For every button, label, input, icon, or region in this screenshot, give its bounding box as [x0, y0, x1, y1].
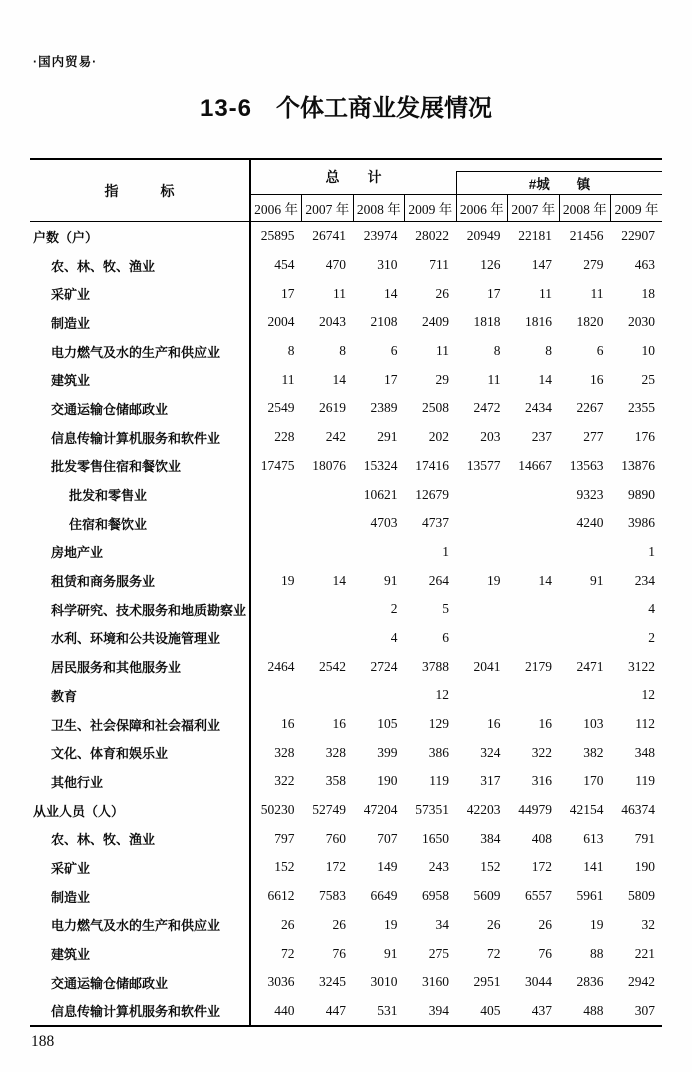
cell-value: 203 — [480, 429, 501, 445]
cell-value: 3245 — [319, 974, 346, 990]
cell-value: 2267 — [576, 400, 604, 416]
cell-value: 310 — [377, 257, 398, 273]
cell-value: 32 — [641, 916, 656, 932]
cell-value: 613 — [583, 830, 604, 846]
cell-value: 147 — [531, 257, 552, 273]
cell-value: 4703 — [370, 515, 398, 531]
cell-value: 307 — [611, 997, 663, 1027]
cell-value: 22181 — [518, 228, 552, 244]
cell-value: 103 — [583, 716, 604, 732]
cell-value: 2108 — [370, 314, 398, 330]
cell-value — [353, 681, 405, 710]
section-label: ·国内贸易· — [33, 55, 98, 69]
cell-value: 399 — [377, 744, 398, 760]
year-column-header: 2009 年 — [405, 195, 457, 222]
cell-value: 234 — [634, 572, 656, 588]
row-label: 制造业 — [30, 882, 250, 911]
row-label: 信息传输计算机服务和软件业 — [30, 423, 250, 452]
cell-value: 2434 — [525, 400, 552, 416]
cell-value: 202 — [428, 429, 449, 445]
cell-value: 7583 — [319, 888, 346, 904]
cell-value: 19 — [590, 916, 604, 932]
cell-value: 15324 — [363, 457, 398, 473]
row-label: 电力燃气及水的生产和供应业 — [30, 337, 250, 366]
year-column-header: 2007 年 — [302, 195, 354, 222]
cell-value: 3788 — [422, 658, 449, 674]
cell-value: 91 — [384, 945, 398, 961]
table-row — [30, 251, 662, 280]
table-row — [30, 365, 662, 394]
cell-value: 29 — [435, 371, 449, 387]
cell-value: 52749 — [312, 802, 346, 818]
cell-value: 42154 — [569, 802, 604, 818]
cell-value: 2 — [390, 601, 398, 617]
cell-value: 394 — [405, 997, 457, 1027]
cell-value: 9323 — [576, 486, 604, 502]
row-label: 其他行业 — [30, 767, 250, 796]
cell-value: 126 — [480, 257, 501, 273]
cell-value — [456, 595, 508, 624]
table-row — [30, 308, 662, 337]
row-label: 卫生、社会保障和社会福利业 — [30, 710, 250, 739]
row-label: 制造业 — [30, 308, 250, 337]
cell-value: 17416 — [415, 457, 449, 473]
table-row — [30, 509, 662, 538]
cell-value: 26 — [487, 916, 501, 932]
cell-value: 28022 — [415, 228, 449, 244]
cell-value: 386 — [428, 744, 449, 760]
cell-value: 149 — [377, 859, 398, 875]
cell-value: 2942 — [628, 974, 656, 990]
cell-value: 5961 — [576, 888, 604, 904]
row-label: 农、林、牧、渔业 — [30, 824, 250, 853]
table-row — [30, 767, 662, 796]
cell-value: 291 — [377, 429, 398, 445]
cell-value — [508, 480, 560, 509]
cell-value: 26 — [281, 916, 295, 932]
cell-value: 1818 — [473, 314, 501, 330]
cell-value: 3036 — [267, 974, 295, 990]
table-row — [30, 738, 662, 767]
cell-value: 1 — [648, 543, 656, 559]
cell-value: 2542 — [319, 658, 346, 674]
cell-value — [250, 480, 302, 509]
cell-value: 384 — [480, 830, 501, 846]
table-row — [30, 997, 662, 1027]
table-row — [30, 710, 662, 739]
cell-value: 17475 — [260, 457, 295, 473]
row-label: 教育 — [30, 681, 250, 710]
cell-value: 172 — [531, 859, 552, 875]
cell-value: 2549 — [267, 400, 295, 416]
cell-value — [559, 681, 611, 710]
row-label: 住宿和餐饮业 — [30, 509, 250, 538]
cell-value — [508, 681, 560, 710]
cell-value: 11 — [436, 343, 449, 359]
cell-value: 2619 — [319, 400, 346, 416]
cell-value: 470 — [325, 257, 346, 273]
table-row — [30, 853, 662, 882]
table-row — [30, 939, 662, 968]
cell-value: 152 — [480, 859, 501, 875]
row-label: 水利、环境和公共设施管理业 — [30, 624, 250, 653]
cell-value: 437 — [508, 997, 560, 1027]
cell-value — [456, 509, 508, 538]
statistics-table — [30, 158, 662, 1027]
cell-value: 16 — [538, 716, 552, 732]
cell-value: 190 — [634, 859, 656, 875]
cell-value: 2389 — [370, 400, 398, 416]
cell-value: 14 — [538, 371, 552, 387]
cell-value: 277 — [583, 429, 604, 445]
cell-value: 2471 — [576, 658, 604, 674]
cell-value: 2508 — [422, 400, 449, 416]
cell-value: 2041 — [473, 658, 501, 674]
cell-value: 2836 — [576, 974, 604, 990]
cell-value: 13577 — [466, 457, 501, 473]
row-label: 文化、体育和娱乐业 — [30, 738, 250, 767]
cell-value: 1820 — [576, 314, 604, 330]
row-label: 户数（户） — [30, 222, 250, 251]
cell-value — [353, 538, 405, 567]
row-label: 采矿业 — [30, 853, 250, 882]
cell-value: 16 — [590, 371, 604, 387]
row-label: 农、林、牧、渔业 — [30, 251, 250, 280]
cell-value: 316 — [531, 773, 552, 789]
cell-value: 3010 — [370, 974, 398, 990]
row-label: 采矿业 — [30, 279, 250, 308]
table-row — [30, 652, 662, 681]
cell-value: 760 — [325, 830, 346, 846]
cell-value — [508, 509, 560, 538]
cell-value: 711 — [429, 257, 449, 273]
cell-value: 16 — [487, 716, 501, 732]
cell-value: 18 — [641, 285, 656, 301]
cell-value: 2043 — [319, 314, 346, 330]
row-label: 批发零售住宿和餐饮业 — [30, 452, 250, 481]
cell-value: 72 — [281, 945, 295, 961]
cell-value: 9890 — [628, 486, 656, 502]
cell-value — [302, 538, 354, 567]
cell-value: 1 — [442, 543, 449, 559]
cell-value: 4 — [390, 629, 398, 645]
table-row — [30, 279, 662, 308]
cell-value: 176 — [634, 429, 656, 445]
urban-group-header — [456, 159, 662, 195]
cell-value: 8 — [493, 343, 501, 359]
cell-value — [508, 538, 560, 567]
cell-value — [250, 595, 302, 624]
cell-value: 25 — [641, 371, 656, 387]
cell-value: 488 — [559, 997, 611, 1027]
year-column-header: 2008 年 — [559, 195, 611, 222]
table-row — [30, 480, 662, 509]
cell-value: 8 — [545, 343, 552, 359]
row-label: 电力燃气及水的生产和供应业 — [30, 911, 250, 940]
cell-value: 4 — [648, 601, 656, 617]
cell-value: 20949 — [466, 228, 501, 244]
row-label: 租赁和商务服务业 — [30, 566, 250, 595]
cell-value: 6958 — [422, 888, 449, 904]
cell-value — [559, 538, 611, 567]
cell-value: 243 — [428, 859, 449, 875]
cell-value: 279 — [583, 257, 604, 273]
table-row — [30, 595, 662, 624]
row-label: 居民服务和其他服务业 — [30, 652, 250, 681]
cell-value: 14 — [384, 285, 398, 301]
table-row — [30, 681, 662, 710]
year-column-header: 2007 年 — [508, 195, 560, 222]
row-label: 从业人员（人） — [30, 796, 250, 825]
cell-value: 6557 — [525, 888, 552, 904]
cell-value: 44979 — [518, 802, 552, 818]
cell-value: 13563 — [569, 457, 604, 473]
cell-value: 324 — [480, 744, 501, 760]
cell-value: 2464 — [267, 658, 295, 674]
cell-value: 76 — [538, 945, 552, 961]
cell-value: 408 — [531, 830, 552, 846]
cell-value: 3122 — [628, 658, 656, 674]
cell-value: 328 — [325, 744, 346, 760]
cell-value: 17 — [281, 285, 295, 301]
cell-value: 1650 — [422, 830, 449, 846]
table-row — [30, 824, 662, 853]
cell-value: 2179 — [525, 658, 552, 674]
cell-value: 791 — [634, 830, 656, 846]
cell-value: 13876 — [621, 457, 656, 473]
cell-value — [302, 624, 354, 653]
row-label: 信息传输计算机服务和软件业 — [30, 997, 250, 1027]
cell-value: 46374 — [621, 802, 656, 818]
cell-value — [250, 624, 302, 653]
cell-value: 18076 — [312, 457, 346, 473]
cell-value: 91 — [590, 572, 604, 588]
cell-value: 26 — [538, 916, 552, 932]
cell-value: 14 — [538, 572, 552, 588]
table-row — [30, 423, 662, 452]
cell-value — [508, 595, 560, 624]
table-row — [30, 624, 662, 653]
cell-value: 221 — [634, 945, 656, 961]
cell-value — [456, 681, 508, 710]
cell-value: 463 — [634, 257, 656, 273]
cell-value: 2355 — [628, 400, 656, 416]
cell-value: 172 — [325, 859, 346, 875]
cell-value: 275 — [428, 945, 449, 961]
cell-value — [559, 595, 611, 624]
cell-value: 11 — [333, 285, 346, 301]
cell-value: 2951 — [473, 974, 501, 990]
cell-value: 5809 — [628, 888, 656, 904]
urban-group-header-label: #城 镇 — [456, 171, 662, 194]
cell-value: 3986 — [628, 515, 656, 531]
cell-value: 447 — [302, 997, 354, 1027]
cell-value: 26 — [332, 916, 346, 932]
table-row — [30, 394, 662, 423]
cell-value: 5609 — [473, 888, 501, 904]
table-row — [30, 882, 662, 911]
cell-value: 12679 — [415, 486, 449, 502]
table-row — [30, 796, 662, 825]
cell-value: 129 — [428, 716, 449, 732]
cell-value: 440 — [250, 997, 302, 1027]
page-title — [0, 88, 692, 123]
cell-value: 2409 — [422, 314, 449, 330]
row-label: 批发和零售业 — [30, 480, 250, 509]
row-label: 交通运输仓储邮政业 — [30, 394, 250, 423]
table-row — [30, 566, 662, 595]
cell-value: 16 — [332, 716, 346, 732]
cell-value: 34 — [435, 916, 449, 932]
cell-value: 11 — [281, 371, 295, 387]
cell-value: 2 — [648, 629, 656, 645]
cell-value: 6649 — [370, 888, 398, 904]
table-number: 13-6 — [199, 95, 253, 122]
cell-value — [456, 538, 508, 567]
cell-value: 328 — [274, 744, 295, 760]
cell-value: 11 — [590, 285, 604, 301]
row-label: 科学研究、技术服务和地质勘察业 — [30, 595, 250, 624]
cell-value: 4240 — [576, 515, 604, 531]
cell-value: 1816 — [525, 314, 552, 330]
cell-value: 2472 — [473, 400, 501, 416]
cell-value: 8 — [339, 343, 346, 359]
cell-value: 5 — [442, 601, 449, 617]
cell-value: 14667 — [518, 457, 552, 473]
cell-value: 6612 — [267, 888, 295, 904]
cell-value: 22907 — [621, 228, 656, 244]
cell-value: 12 — [641, 687, 656, 703]
cell-value: 6 — [596, 343, 604, 359]
cell-value: 47204 — [363, 802, 398, 818]
cell-value: 105 — [377, 716, 398, 732]
cell-value: 14 — [332, 572, 346, 588]
cell-value — [250, 681, 302, 710]
cell-value: 190 — [377, 773, 398, 789]
cell-value: 91 — [384, 572, 398, 588]
cell-value: 405 — [456, 997, 508, 1027]
year-column-header: 2009 年 — [611, 195, 663, 222]
cell-value: 2004 — [267, 314, 295, 330]
table-row — [30, 222, 662, 251]
row-label: 建筑业 — [30, 365, 250, 394]
cell-value: 6 — [442, 629, 449, 645]
cell-value: 707 — [377, 830, 398, 846]
cell-value: 76 — [332, 945, 346, 961]
cell-value: 170 — [583, 773, 604, 789]
table-row — [30, 452, 662, 481]
cell-value: 42203 — [466, 802, 501, 818]
cell-value — [302, 480, 354, 509]
cell-value: 26741 — [312, 228, 346, 244]
cell-value: 72 — [487, 945, 501, 961]
total-group-header: 总 计 — [250, 159, 456, 195]
cell-value: 4737 — [422, 515, 449, 531]
cell-value: 454 — [274, 257, 295, 273]
cell-value — [456, 624, 508, 653]
cell-value — [302, 595, 354, 624]
cell-value — [250, 509, 302, 538]
cell-value: 797 — [274, 830, 295, 846]
cell-value — [302, 509, 354, 538]
cell-value: 3160 — [422, 974, 449, 990]
table-row — [30, 911, 662, 940]
cell-value: 237 — [531, 429, 552, 445]
cell-value: 3044 — [525, 974, 552, 990]
year-column-header: 2006 年 — [250, 195, 302, 222]
cell-value: 8 — [287, 343, 295, 359]
year-column-header: 2008 年 — [353, 195, 405, 222]
cell-value: 19 — [384, 916, 398, 932]
cell-value: 10621 — [363, 486, 398, 502]
cell-value: 228 — [274, 429, 295, 445]
cell-value: 19 — [487, 572, 501, 588]
year-column-header: 2006 年 — [456, 195, 508, 222]
row-label: 交通运输仓储邮政业 — [30, 968, 250, 997]
cell-value: 12 — [435, 687, 449, 703]
indicator-column-header: 指 标 — [30, 159, 250, 222]
cell-value: 88 — [590, 945, 604, 961]
cell-value — [456, 480, 508, 509]
cell-value: 17 — [384, 371, 398, 387]
cell-value: 23974 — [363, 228, 398, 244]
cell-value: 348 — [634, 744, 656, 760]
cell-value: 50230 — [260, 802, 295, 818]
cell-value: 21456 — [569, 228, 604, 244]
cell-value: 119 — [635, 773, 656, 789]
cell-value: 141 — [583, 859, 604, 875]
cell-value — [302, 681, 354, 710]
row-label: 房地产业 — [30, 538, 250, 567]
cell-value: 2030 — [628, 314, 656, 330]
cell-value — [559, 624, 611, 653]
cell-value: 2724 — [370, 658, 398, 674]
table-row — [30, 968, 662, 997]
cell-value: 26 — [435, 285, 449, 301]
cell-value: 242 — [325, 429, 346, 445]
cell-value: 358 — [325, 773, 346, 789]
cell-value: 17 — [487, 285, 501, 301]
cell-value: 317 — [480, 773, 501, 789]
cell-value: 531 — [353, 997, 405, 1027]
cell-value: 6 — [390, 343, 398, 359]
table-title-text: 个体工商业发展情况 — [276, 95, 493, 122]
cell-value — [508, 624, 560, 653]
cell-value: 11 — [539, 285, 552, 301]
cell-value: 25895 — [260, 228, 295, 244]
cell-value: 112 — [635, 716, 656, 732]
cell-value: 382 — [583, 744, 604, 760]
cell-value: 16 — [281, 716, 295, 732]
cell-value: 19 — [281, 572, 295, 588]
table-row — [30, 538, 662, 567]
cell-value: 10 — [641, 343, 656, 359]
cell-value: 119 — [429, 773, 449, 789]
group-header-row — [30, 159, 662, 195]
cell-value: 11 — [487, 371, 501, 387]
cell-value: 152 — [274, 859, 295, 875]
cell-value: 322 — [531, 744, 552, 760]
cell-value: 14 — [332, 371, 346, 387]
cell-value: 57351 — [415, 802, 449, 818]
table-row — [30, 337, 662, 366]
cell-value — [250, 538, 302, 567]
cell-value: 322 — [274, 773, 295, 789]
page-number: 188 — [31, 1033, 55, 1050]
row-label: 建筑业 — [30, 939, 250, 968]
cell-value: 264 — [428, 572, 449, 588]
